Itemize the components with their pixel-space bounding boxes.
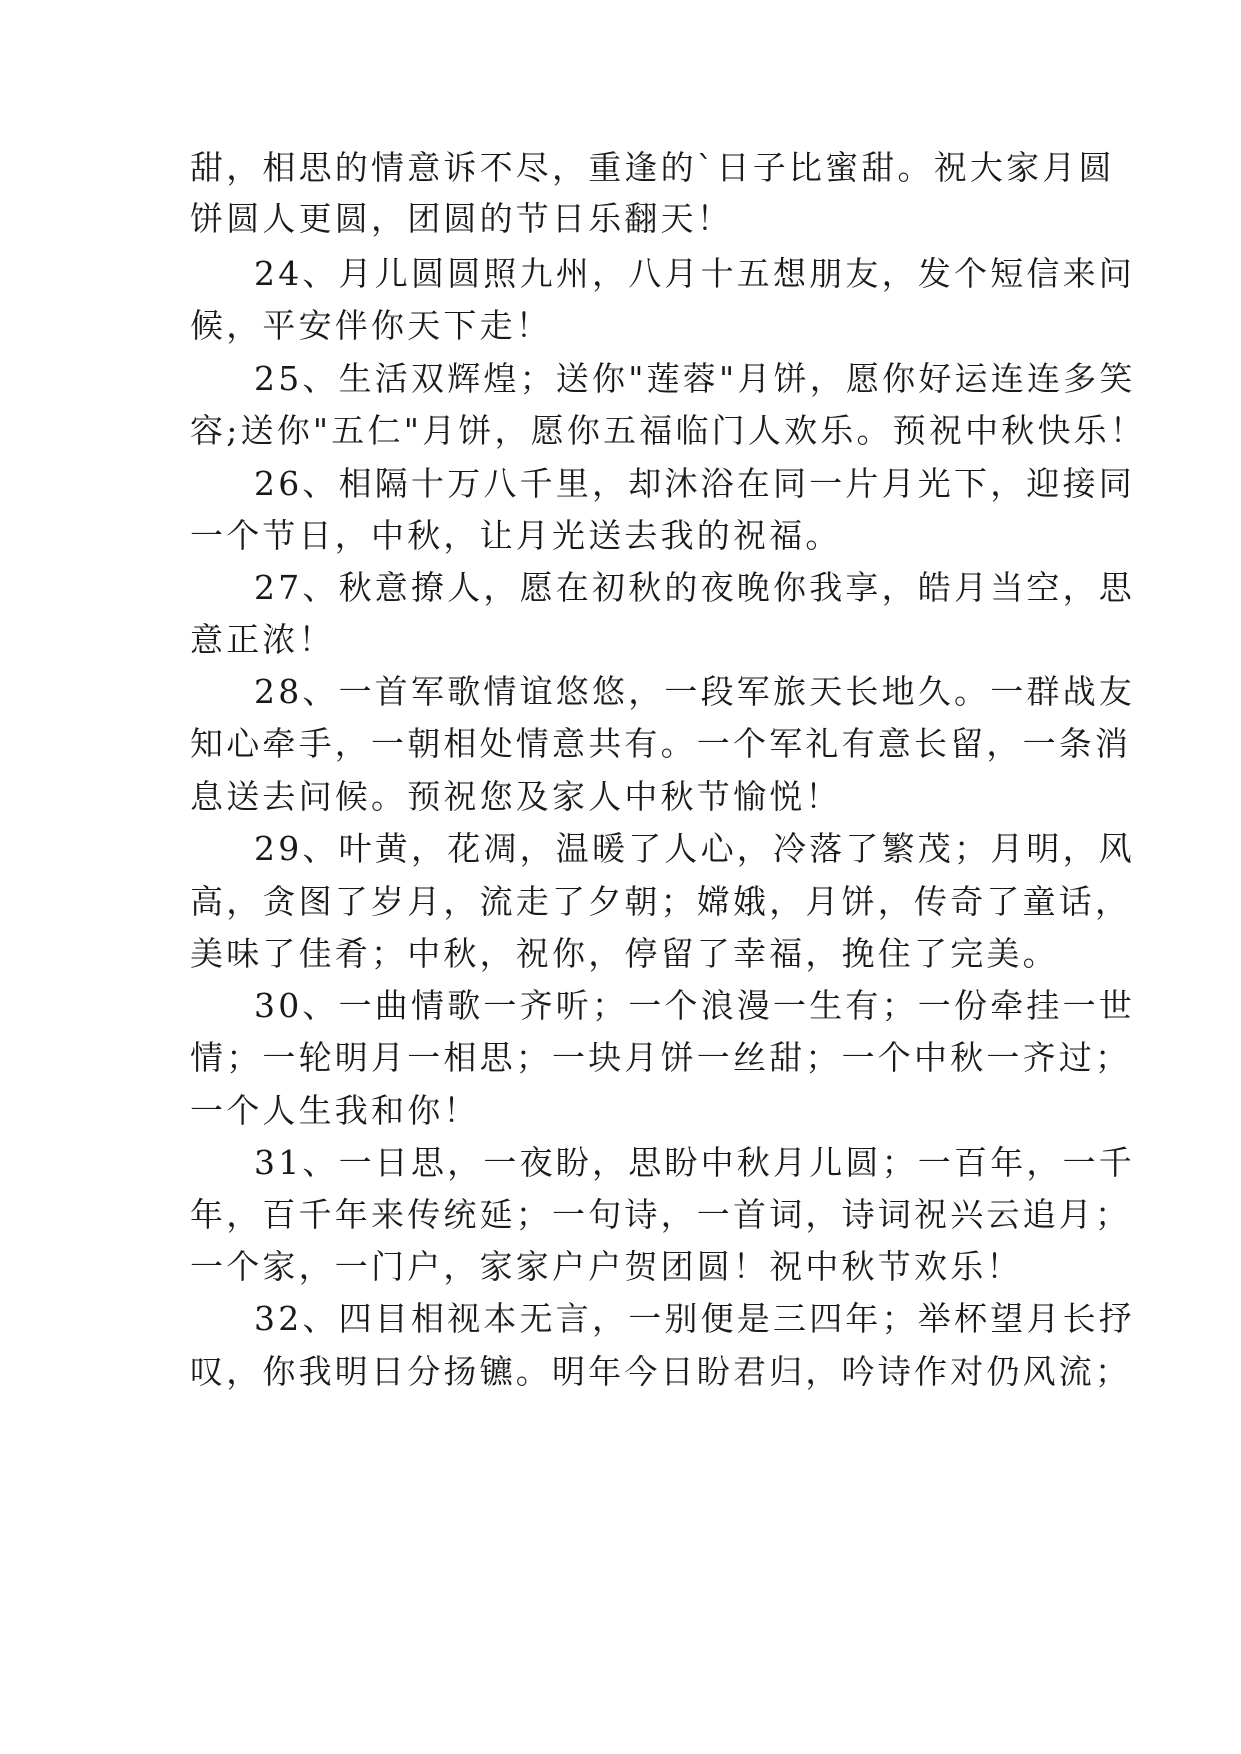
text-line: 一个节日，中秋，让月光送去我的祝福。 bbox=[190, 516, 842, 555]
paragraph-30-line: 30、一曲情歌一齐听；一个浪漫一生有；一份牵挂一世 bbox=[254, 986, 1135, 1025]
text-line: 知心牵手，一朝相处情意共有。一个军礼有意长留，一条消 bbox=[190, 724, 1132, 763]
text-line: 意正浓！ bbox=[190, 620, 335, 659]
paragraph-29-line: 29、叶黄，花凋，温暖了人心，冷落了繁茂；月明，风 bbox=[254, 829, 1135, 868]
paragraph-28-line: 28、一首军歌情谊悠悠，一段军旅天长地久。一群战友 bbox=[254, 672, 1135, 711]
text-line: 一个人生我和你！ bbox=[190, 1091, 480, 1130]
paragraph-27-line: 27、秋意撩人，愿在初秋的夜晚你我享，皓月当空，思 bbox=[254, 568, 1135, 607]
text-line: 美味了佳肴；中秋，祝你，停留了幸福，挽住了完美。 bbox=[190, 934, 1059, 973]
paragraph-32-line: 32、四目相视本无言，一别便是三四年；举杯望月长抒 bbox=[254, 1299, 1135, 1338]
paragraph-26-line: 26、相隔十万八千里，却沐浴在同一片月光下，迎接同 bbox=[254, 464, 1135, 503]
paragraph-31-line: 31、一日思，一夜盼，思盼中秋月儿圆；一百年，一千 bbox=[254, 1143, 1135, 1182]
paragraph-24-line: 24、月儿圆圆照九州，八月十五想朋友，发个短信来问 bbox=[254, 254, 1135, 293]
text-line: 息送去问候。预祝您及家人中秋节愉悦！ bbox=[190, 777, 842, 816]
text-line: 饼圆人更圆，团圆的节日乐翻天！ bbox=[190, 199, 733, 238]
text-line: 候，平安伴你天下走！ bbox=[190, 306, 552, 345]
text-line: 高，贪图了岁月，流走了夕朝；嫦娥，月饼，传奇了童话， bbox=[190, 882, 1132, 921]
text-line: 甜，相思的情意诉不尽，重逢的`日子比蜜甜。祝大家月圆 bbox=[190, 148, 1115, 187]
text-line: 一个家，一门户，家家户户贺团圆！祝中秋节欢乐！ bbox=[190, 1247, 1023, 1286]
text-line: 容;送你"五仁"月饼，愿你五福临门人欢乐。预祝中秋快乐！ bbox=[190, 411, 1147, 450]
text-line: 情；一轮明月一相思；一块月饼一丝甜；一个中秋一齐过； bbox=[190, 1038, 1132, 1077]
text-line: 叹，你我明日分扬镳。明年今日盼君归，吟诗作对仍风流； bbox=[190, 1352, 1132, 1391]
text-line: 年，百千年来传统延；一句诗，一首词，诗词祝兴云追月； bbox=[190, 1195, 1132, 1234]
paragraph-25-line: 25、生活双辉煌；送你"莲蓉"月饼，愿你好运连连多笑 bbox=[254, 359, 1136, 398]
